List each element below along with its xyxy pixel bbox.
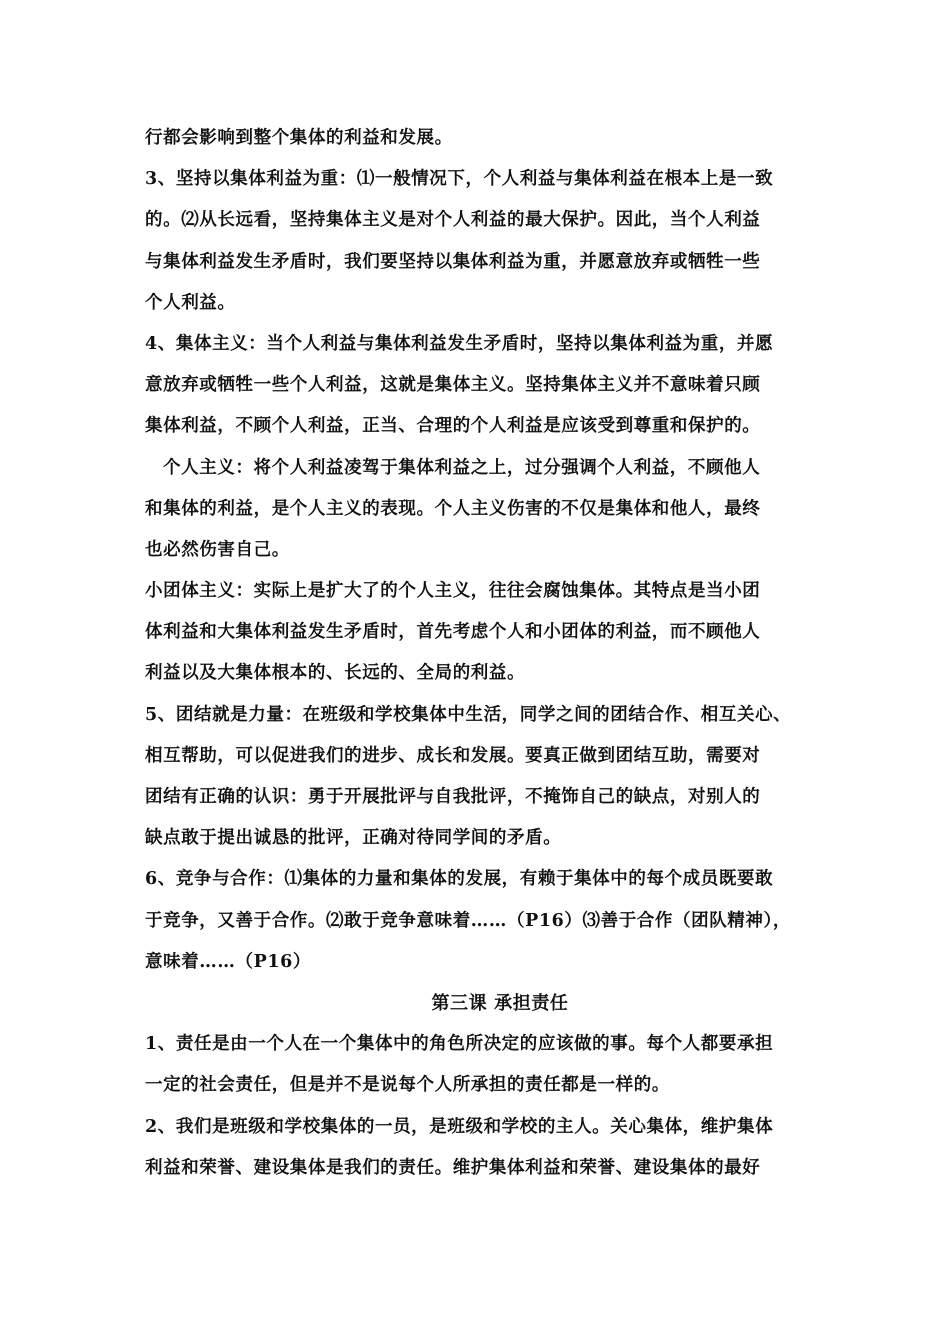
text-line: 意放弃或牺牲一些个人利益，这就是集体主义。坚持集体主义并不意味着只顾 <box>145 375 761 396</box>
text-line: 和集体的利益，是个人主义的表现。个人主义伤害的不仅是集体和他人，最终 <box>145 498 761 519</box>
text-line: 5、团结就是力量：在班级和学校集体中生活，同学之间的团结合作、相互关心、 <box>145 704 792 725</box>
text-line: 2、我们是班级和学校集体的一员，是班级和学校的主人。关心集体，维护集体 <box>145 1116 774 1137</box>
text-line: 小团体主义：实际上是扩大了的个人主义，往往会腐蚀集体。其特点是当小团 <box>145 581 761 602</box>
text-line: 的。⑵从长远看，坚持集体主义是对个人利益的最大保护。因此，当个人利益 <box>145 210 761 231</box>
text-line: 相互帮助，可以促进我们的进步、成长和发展。要真正做到团结互助，需要对 <box>145 745 761 766</box>
text-line: 1、责任是由一个人在一个集体中的角色所决定的应该做的事。每个人都要承担 <box>145 1034 774 1055</box>
text-line: 个人利益。 <box>145 292 236 313</box>
text-line: 也必然伤害自己。 <box>145 539 290 560</box>
text-line: 与集体利益发生矛盾时，我们要坚持以集体利益为重，并愿意放弃或牺牲一些 <box>145 251 761 272</box>
text-line: 行都会影响到整个集体的利益和发展。 <box>145 128 453 148</box>
section-heading: 第三课 承担责任 <box>431 992 569 1014</box>
text-line: 体利益和大集体利益发生矛盾时，首先考虑个人和小团体的利益，而不顾他人 <box>145 622 761 643</box>
text-line: 集体利益，不顾个人利益，正当、合理的个人利益是应该受到尊重和保护的。 <box>145 416 761 437</box>
text-line: 利益以及大集体根本的、长远的、全局的利益。 <box>145 663 526 684</box>
text-line: 3、坚持以集体利益为重：⑴一般情况下，个人利益与集体利益在根本上是一致 <box>145 169 774 190</box>
text-line: 一定的社会责任，但是并不是说每个人所承担的责任都是一样的。 <box>145 1075 670 1096</box>
text-line: 6、竞争与合作：⑴集体的力量和集体的发展，有赖于集体中的每个成员既要敢 <box>145 869 774 890</box>
text-line: 个人主义：将个人利益凌驾于集体利益之上，过分强调个人利益，不顾他人 <box>163 457 761 478</box>
text-line: 4、集体主义：当个人利益与集体利益发生矛盾时，坚持以集体利益为重，并愿 <box>145 333 774 354</box>
text-line: 意味着……（P16） <box>145 951 312 972</box>
text-line: 团结有正确的认识：勇于开展批评与自我批评，不掩饰自己的缺点，对别人的 <box>145 787 761 807</box>
text-line: 缺点敢于提出诚恳的批评，正确对待同学间的矛盾。 <box>145 828 562 849</box>
document-body <box>145 118 815 1189</box>
text-line: 于竞争，又善于合作。⑵敢于竞争意味着……（P16）⑶善于合作（团队精神）， <box>145 910 791 931</box>
text-line: 利益和荣誉、建设集体是我们的责任。维护集体利益和荣誉、建设集体的最好 <box>145 1157 761 1178</box>
